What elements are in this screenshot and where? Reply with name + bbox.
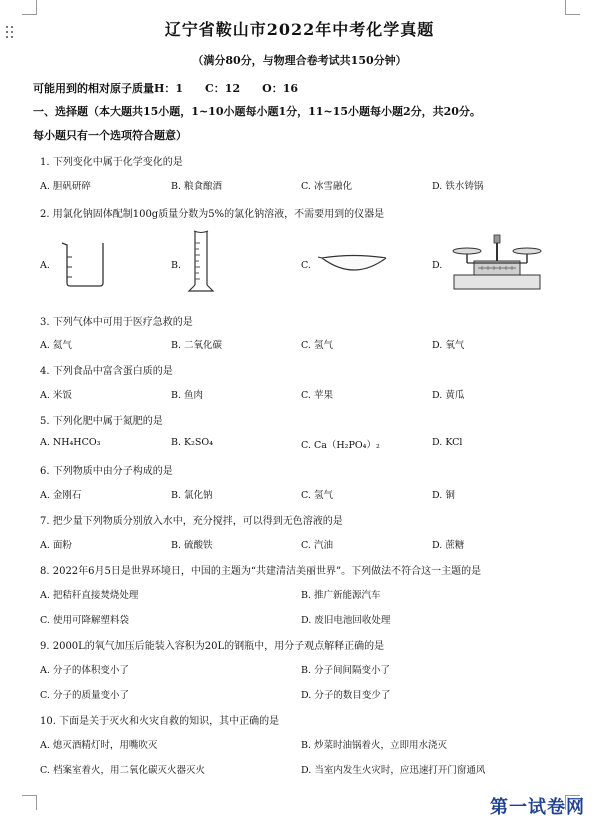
- question-stem: 2. 用氯化钠固体配制100g质量分数为5%的氯化钠溶液，不需要用到的仪器是: [40, 209, 385, 220]
- option-b: B. 炒菜时油锅着火，立即用水浇灭: [301, 740, 448, 751]
- option-a: A. 胆矾研碎: [40, 181, 91, 192]
- option-a: A. 熄灭酒精灯时，用嘴吹灭: [40, 740, 158, 751]
- option-a: A. 把秸秆直接焚烧处理: [40, 590, 139, 601]
- option-c: C.: [301, 260, 311, 271]
- option-d: D. 氧气: [432, 340, 465, 351]
- option-a: A. 氦气: [40, 340, 72, 351]
- option-b: B. 硫酸铁: [171, 540, 213, 551]
- question-stem: 5. 下列化肥中属于氮肥的是: [40, 416, 163, 427]
- option-c: C. 氢气: [301, 340, 333, 351]
- option-d: D. KCl: [432, 437, 463, 448]
- section-note: 每小题只有一个选项符合题意）: [33, 129, 187, 142]
- option-a: A. 面粉: [40, 540, 72, 551]
- option-b: B. 鱼肉: [171, 390, 204, 401]
- option-d: D. 分子的数目变少了: [301, 690, 391, 701]
- option-d: D. 黄瓜: [432, 390, 465, 401]
- option-b: B. 推广新能源汽车: [301, 590, 381, 601]
- question-stem: 3. 下列气体中可用于医疗急救的是: [40, 317, 193, 328]
- question-stem: 9. 2000L的氧气加压后能装入容积为20L的钢瓶中，用分子观点解释正确的是: [40, 641, 385, 652]
- corner-mark-top-right: [565, 0, 580, 15]
- graduated-cylinder-icon: [186, 229, 216, 295]
- section-title: 一、选择题（本大题共15小题，1~10小题每小题1分，11~15小题每小题2分，共20分。: [33, 105, 481, 118]
- option-d: D. 铜: [432, 490, 455, 501]
- question-stem: 10. 下面是关于灭火和火灾自救的知识，其中正确的是: [40, 716, 280, 727]
- option-a: A. 金刚石: [40, 490, 82, 501]
- option-a: A. 分子的体积变小了: [40, 665, 129, 676]
- option-d: D. 废旧电池回收处理: [301, 615, 391, 626]
- option-c: C. 使用可降解塑料袋: [40, 615, 129, 626]
- option-b: B. K₂SO₄: [171, 437, 214, 448]
- option-c: C. 分子的质量变小了: [40, 690, 129, 701]
- option-d: D. 蔗糖: [432, 540, 465, 551]
- question-stem: 6. 下列物质中由分子构成的是: [40, 466, 173, 477]
- page-title: 辽宁省鞍山市2022年中考化学真题: [164, 20, 435, 39]
- balance-scale-icon: [448, 231, 546, 293]
- evaporating-dish-icon: [318, 252, 390, 276]
- option-b: B. 分子间间隔变小了: [301, 665, 391, 676]
- option-b: B. 氯化钠: [171, 490, 213, 501]
- option-c: C. Ca（H₂PO₄）₂: [301, 440, 380, 451]
- beaker-icon: [58, 237, 110, 289]
- site-watermark: 第一试卷网: [490, 797, 585, 818]
- option-c: C. 汽油: [301, 540, 333, 551]
- option-b: B. 二氧化碳: [171, 340, 223, 351]
- option-c: C. 冰雪融化: [301, 181, 352, 192]
- option-b: B.: [171, 260, 182, 271]
- page-subtitle: （满分80分，与物理合卷考试共150分钟）: [192, 54, 407, 67]
- corner-mark-bottom-left: [22, 795, 37, 810]
- option-c: C. 氢气: [301, 490, 333, 501]
- corner-mark-top-left: [22, 0, 37, 15]
- option-c: C. 档案室着火，用二氧化碳灭火器灭火: [40, 765, 205, 776]
- question-stem: 7. 把少量下列物质分别放入水中，充分搅拌，可以得到无色溶液的是: [40, 516, 343, 527]
- option-d: D. 铁水铸锅: [432, 181, 484, 192]
- atomic-masses: 可能用到的相对原子质量H：1 C：12 O：16: [33, 82, 298, 95]
- option-d: D.: [432, 260, 443, 271]
- option-a: A. 米饭: [40, 390, 72, 401]
- option-a: A. NH₄HCO₃: [40, 437, 101, 448]
- question-stem: 4. 下列食品中富含蛋白质的是: [40, 366, 173, 377]
- option-a: A.: [40, 260, 50, 271]
- option-b: B. 粮食酿酒: [171, 181, 223, 192]
- option-c: C. 苹果: [301, 390, 333, 401]
- question-stem: 8. 2022年6月5日是世界环境日，中国的主题为“共建清洁美丽世界”。下列做法不符合这一主题的是: [40, 566, 482, 577]
- question-stem: 1. 下列变化中属于化学变化的是: [40, 157, 183, 168]
- option-d: D. 当室内发生火灾时，应迅速打开门窗通风: [301, 765, 486, 776]
